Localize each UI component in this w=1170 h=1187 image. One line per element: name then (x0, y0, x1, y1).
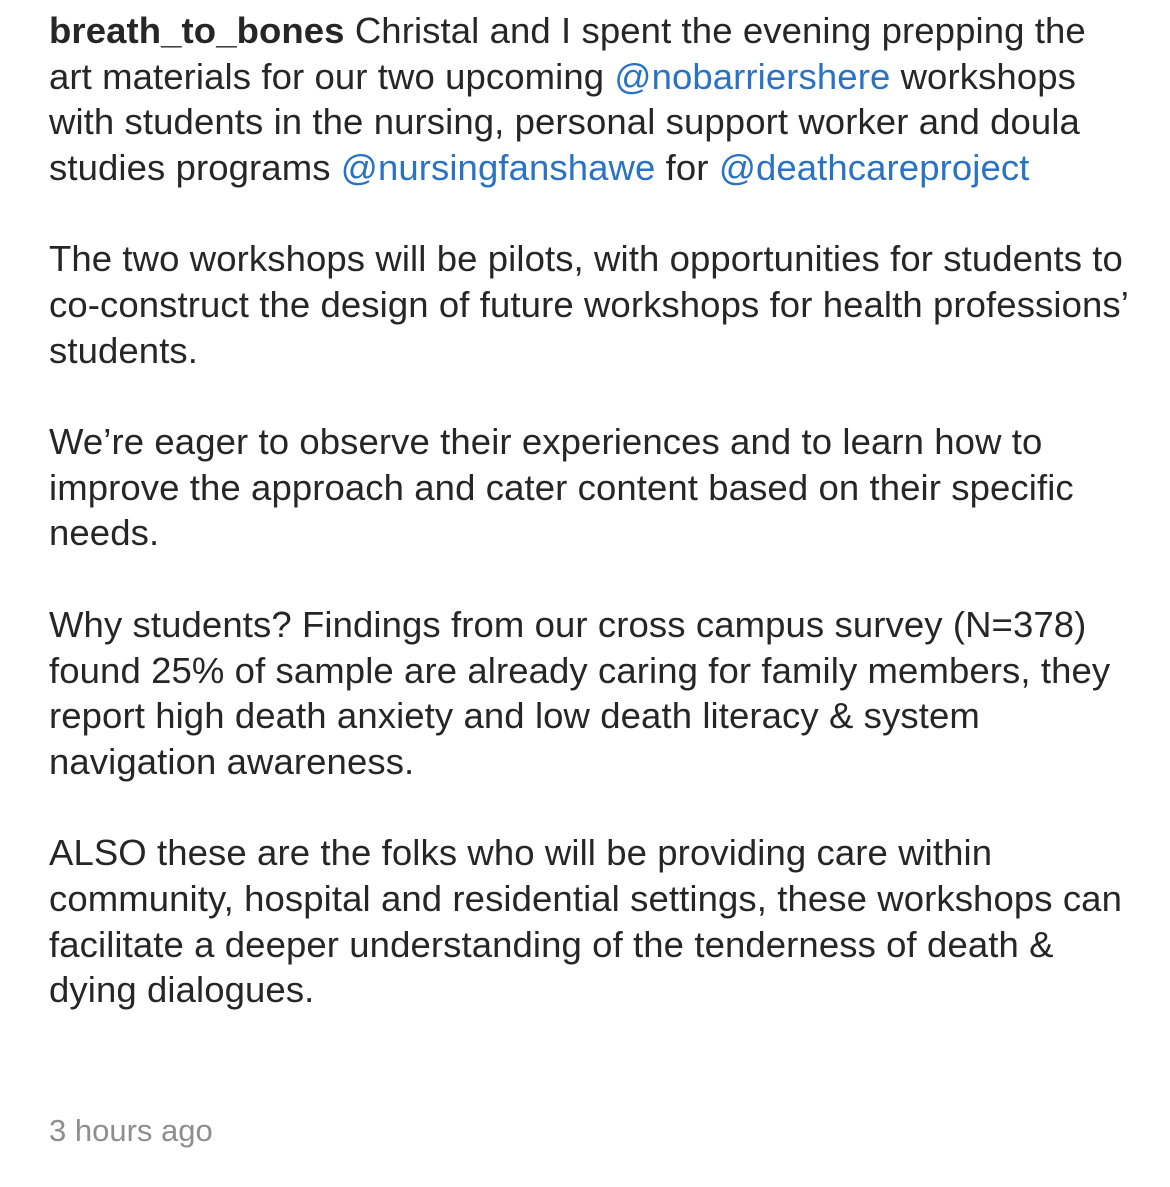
caption-text-segment: Christal and I spent the evening prepping the art materials for our two upcoming (49, 10, 1086, 97)
post-timestamp: 3 hours ago (49, 1113, 213, 1148)
mention-nursingfanshawe[interactable]: @nursingfanshawe (340, 146, 656, 188)
caption-text-segment: workshops with students in the nursing, personal support worker and doula studies programs (49, 55, 1080, 188)
caption-text-segment: for (655, 146, 719, 188)
mention-nobarriershere[interactable]: @nobarriershere (614, 55, 891, 97)
caption-paragraph-4: Why students? Findings from our cross campus survey (N=378) found 25% of sample are already caring for family members, they report high death anxiety and low death literacy & system navigation awareness. (49, 603, 1111, 782)
caption-paragraph-2: The two workshops will be pilots, with opportunities for students to co-construct the design of future workshops for health professions’ students. (49, 238, 1128, 371)
username-link[interactable]: breath_to_bones (49, 10, 345, 51)
mention-deathcareproject[interactable]: @deathcareproject (718, 146, 1030, 188)
caption-paragraph-5: ALSO these are the folks who will be providing care within community, hospital and residential settings, these workshops can facilitate a deeper understanding of the tenderness of death & dying dialogues. (49, 832, 1122, 1011)
post-caption (49, 8, 1129, 1059)
caption-paragraph-3: We’re eager to observe their experiences and to learn how to improve the approach and cater content based on their specific needs. (49, 421, 1074, 554)
caption-paragraph-1 (49, 8, 1129, 190)
